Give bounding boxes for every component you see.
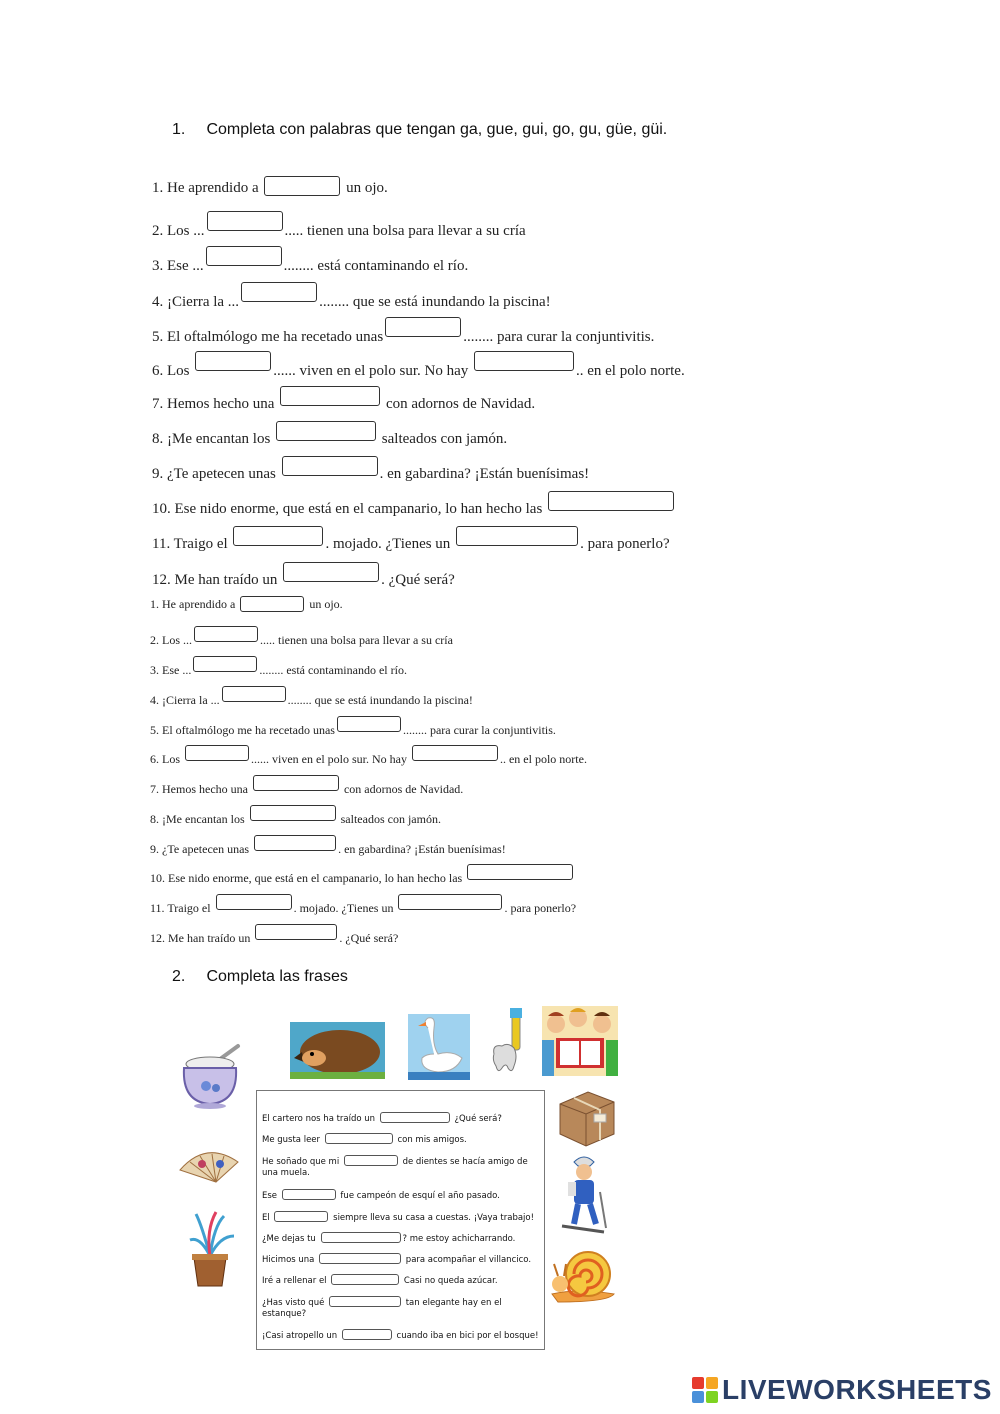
answer-blank[interactable] xyxy=(241,282,317,302)
ex1-text: ........ para curar la conjuntivitis. xyxy=(463,329,655,345)
answer-blank[interactable] xyxy=(337,716,401,732)
ex1-line-2 xyxy=(152,211,526,240)
answer-blank[interactable] xyxy=(282,1189,336,1200)
ex2-text: Iré a rellenar el xyxy=(262,1276,330,1286)
ex1-text: ........ está contaminando el río. xyxy=(283,258,469,274)
answer-blank[interactable] xyxy=(276,421,376,441)
ex1-small-line-1 xyxy=(150,596,343,612)
ex1-text: . para ponerlo? xyxy=(580,536,670,552)
ex2-text: cuando iba en bici por el bosque! xyxy=(393,1331,539,1341)
sugar-bowl-icon xyxy=(176,1042,246,1112)
ex1-small-line-5 xyxy=(150,716,556,738)
ex1-line-12 xyxy=(152,562,455,589)
ex1-line-6 xyxy=(152,351,685,380)
ex2-text: He soñado que mi xyxy=(262,1157,342,1167)
ex1-text: ...... viven en el polo sur. No hay xyxy=(251,752,410,766)
hedgehog-icon xyxy=(290,1022,385,1079)
ex1-line-3 xyxy=(152,246,468,275)
answer-blank[interactable] xyxy=(240,596,304,612)
ex1-text: ..... tienen una bolsa para llevar a su cría xyxy=(260,633,453,647)
ex1-text: 12. Me han traído un xyxy=(150,931,254,945)
ex2-text: El xyxy=(262,1213,273,1223)
ex1-text: 1. He aprendido a xyxy=(150,597,239,611)
ex1-text: 12. Me han traído un xyxy=(152,572,282,588)
ex1-small-line-6 xyxy=(150,745,587,767)
ex2-text: una muela. xyxy=(262,1168,310,1178)
answer-blank[interactable] xyxy=(380,1112,450,1123)
children-reading-book-icon xyxy=(542,1006,618,1076)
liveworksheets-logo xyxy=(692,1374,992,1406)
ex2-text: para acompañar el villancico. xyxy=(403,1255,532,1265)
answer-blank[interactable] xyxy=(206,246,282,266)
exercise1-instruction: Completa con palabras que tengan ga, gue, gui, go, gu, güe, güi. xyxy=(206,121,668,138)
ex1-text: . en gabardina? ¡Están buenísimas! xyxy=(338,842,506,856)
ex1-text: 5. El oftalmólogo me ha recetado unas xyxy=(152,329,384,345)
answer-blank[interactable] xyxy=(329,1296,401,1307)
ex1-text: ..... tienen una bolsa para llevar a su cría xyxy=(284,223,526,239)
ex1-text: . en gabardina? ¡Están buenísimas! xyxy=(379,466,590,482)
ex2-text: de dientes se hacía amigo de xyxy=(399,1157,528,1167)
ex2-text: El cartero nos ha traído un xyxy=(262,1114,378,1124)
answer-blank[interactable] xyxy=(280,386,380,406)
ex1-text: 2. Los ... xyxy=(150,633,192,647)
ex2-text: Me gusta leer xyxy=(262,1135,323,1145)
ex2-text: estanque? xyxy=(262,1309,307,1319)
ex1-text: . mojado. ¿Tienes un xyxy=(293,901,397,915)
ex1-text: 4. ¡Cierra la ... xyxy=(152,294,240,310)
logo-square xyxy=(706,1391,718,1403)
exercise2-sentence-box xyxy=(256,1090,545,1350)
answer-blank[interactable] xyxy=(274,1211,328,1222)
ex1-text: 7. Hemos hecho una xyxy=(152,396,279,412)
answer-blank[interactable] xyxy=(254,835,336,851)
exercise2-instruction: Completa las frases xyxy=(206,968,348,985)
ex2-text: tan elegante hay en el xyxy=(403,1298,502,1308)
ex1-text: 6. Los xyxy=(152,363,194,379)
ex2-text: ? me estoy achicharrando. xyxy=(402,1234,516,1244)
ex1-line-8 xyxy=(152,421,507,448)
ex1-text: 11. Traigo el xyxy=(150,901,214,915)
ex2-line-2 xyxy=(262,1133,540,1146)
ex1-text: 8. ¡Me encantan los xyxy=(150,812,248,826)
ex1-text: 6. Los xyxy=(150,752,183,766)
ex1-line-10 xyxy=(152,491,676,518)
ex1-line-5 xyxy=(152,317,654,346)
ex1-text: un ojo. xyxy=(342,180,388,196)
answer-blank[interactable] xyxy=(283,562,379,582)
ex2-text: ¿Has visto qué xyxy=(262,1298,328,1308)
logo-grid-icon xyxy=(692,1377,718,1403)
ex1-text: .. en el polo norte. xyxy=(499,752,587,766)
ex1-small-line-4 xyxy=(150,686,473,708)
ex1-text: 9. ¿Te apetecen unas xyxy=(150,842,253,856)
logo-square xyxy=(706,1377,718,1389)
ex2-text: siempre lleva su casa a cuestas. ¡Vaya trabajo! xyxy=(330,1213,535,1223)
swan-icon xyxy=(408,1014,470,1080)
ex2-text: fue campeón de esquí el año pasado. xyxy=(337,1191,500,1201)
ex1-text: 3. Ese ... xyxy=(150,663,192,677)
ex2-line-9 xyxy=(262,1296,540,1320)
exercise1-heading xyxy=(172,121,667,139)
ex1-text: salteados con jamón. xyxy=(337,812,441,826)
ex1-small-line-7 xyxy=(150,775,463,797)
ex1-text: ........ está contaminando el río. xyxy=(259,663,407,677)
fan-icon xyxy=(176,1146,242,1186)
skier-icon xyxy=(556,1152,612,1236)
answer-blank[interactable] xyxy=(548,491,674,511)
answer-blank[interactable] xyxy=(233,526,323,546)
ex1-text: un ojo. xyxy=(306,597,343,611)
ex1-text: 3. Ese ... xyxy=(152,258,204,274)
ex2-text: ¡Casi atropello un xyxy=(262,1331,340,1341)
ex1-text: con adornos de Navidad. xyxy=(340,782,464,796)
ex2-text: con mis amigos. xyxy=(394,1135,467,1145)
answer-blank[interactable] xyxy=(207,211,283,231)
ex1-line-11 xyxy=(152,526,670,553)
ex1-line-1 xyxy=(152,176,388,197)
ex1-text: . mojado. ¿Tienes un xyxy=(325,536,455,552)
logo-square xyxy=(692,1377,704,1389)
ex1-text: ........ que se está inundando la piscina! xyxy=(319,294,551,310)
answer-blank[interactable] xyxy=(255,924,337,940)
ex1-text: . ¿Qué será? xyxy=(339,931,399,945)
ex1-small-line-2 xyxy=(150,626,453,648)
ex1-text: .. en el polo norte. xyxy=(575,363,685,379)
answer-blank[interactable] xyxy=(385,317,461,337)
logo-text: LIVEWORKSHEETS xyxy=(722,1374,992,1405)
ex1-small-line-12 xyxy=(150,924,398,946)
exercise2-heading xyxy=(172,968,348,986)
toothbrush-icon xyxy=(488,1008,534,1080)
ex1-text: 2. Los ... xyxy=(152,223,205,239)
ex1-text: 9. ¿Te apetecen unas xyxy=(152,466,280,482)
ex1-text: . para ponerlo? xyxy=(504,901,577,915)
ex1-small-line-3 xyxy=(150,656,407,678)
ex2-text: ¿Me dejas tu xyxy=(262,1234,319,1244)
ex1-text: ........ que se está inundando la piscina! xyxy=(287,693,473,707)
answer-blank[interactable] xyxy=(325,1133,393,1144)
ex2-line-10 xyxy=(262,1329,540,1342)
ex2-text: Casi no queda azúcar. xyxy=(401,1276,498,1286)
answer-blank[interactable] xyxy=(342,1329,392,1340)
ex1-small-line-11 xyxy=(150,894,576,916)
ex1-text: salteados con jamón. xyxy=(378,431,508,447)
answer-blank[interactable] xyxy=(216,894,292,910)
ex1-line-9 xyxy=(152,456,589,483)
ex1-text: 1. He aprendido a xyxy=(152,180,263,196)
ex1-text: con adornos de Navidad. xyxy=(382,396,536,412)
answer-blank[interactable] xyxy=(195,351,271,371)
ex2-line-8 xyxy=(262,1274,540,1287)
answer-blank[interactable] xyxy=(412,745,498,761)
ex1-small-line-8 xyxy=(150,805,441,827)
answer-blank[interactable] xyxy=(331,1274,399,1285)
ex2-line-7 xyxy=(262,1253,540,1266)
answer-blank[interactable] xyxy=(250,805,336,821)
answer-blank[interactable] xyxy=(456,526,578,546)
answer-blank[interactable] xyxy=(321,1232,401,1243)
answer-blank[interactable] xyxy=(253,775,339,791)
answer-blank[interactable] xyxy=(193,656,257,672)
logo-square xyxy=(692,1391,704,1403)
answer-blank[interactable] xyxy=(319,1253,401,1264)
ex1-line-7 xyxy=(152,386,535,413)
answer-blank[interactable] xyxy=(474,351,574,371)
ex1-text: 10. Ese nido enorme, que está en el campanario, lo han hecho las xyxy=(150,871,466,885)
answer-blank[interactable] xyxy=(222,686,286,702)
answer-blank[interactable] xyxy=(264,176,340,196)
ex1-small-line-10 xyxy=(150,864,575,886)
ex1-small-line-9 xyxy=(150,835,506,857)
exercise1-number: 1. xyxy=(172,121,186,138)
ex2-line-5 xyxy=(262,1211,540,1224)
ex1-text: 7. Hemos hecho una xyxy=(150,782,251,796)
ex2-line-6 xyxy=(262,1232,540,1245)
ex2-text: Hicimos una xyxy=(262,1255,318,1265)
ex1-line-4 xyxy=(152,282,551,311)
answer-blank[interactable] xyxy=(344,1155,398,1166)
ex2-line-1 xyxy=(262,1112,540,1125)
ex2-text: ¿Qué será? xyxy=(451,1114,502,1124)
ex1-text: 8. ¡Me encantan los xyxy=(152,431,275,447)
ex1-text: 4. ¡Cierra la ... xyxy=(150,693,220,707)
ex1-text: 11. Traigo el xyxy=(152,536,232,552)
answer-blank[interactable] xyxy=(467,864,573,880)
answer-blank[interactable] xyxy=(282,456,378,476)
ex2-line-4 xyxy=(262,1189,540,1202)
ex1-text: 5. El oftalmólogo me ha recetado unas xyxy=(150,723,335,737)
ex1-text: 10. Ese nido enorme, que está en el campanario, lo han hecho las xyxy=(152,501,547,517)
exercise2-number: 2. xyxy=(172,968,186,985)
snail-icon xyxy=(548,1248,620,1304)
ex1-text: ...... viven en el polo sur. No hay xyxy=(273,363,472,379)
answer-blank[interactable] xyxy=(398,894,502,910)
ex2-line-3 xyxy=(262,1155,540,1179)
ex1-text: . ¿Qué será? xyxy=(381,572,455,588)
answer-blank[interactable] xyxy=(185,745,249,761)
answer-blank[interactable] xyxy=(194,626,258,642)
ex2-text: Ese xyxy=(262,1191,280,1201)
flower-pot-icon xyxy=(180,1206,240,1288)
ex1-text: ........ para curar la conjuntivitis. xyxy=(402,723,556,737)
package-icon xyxy=(554,1084,618,1148)
